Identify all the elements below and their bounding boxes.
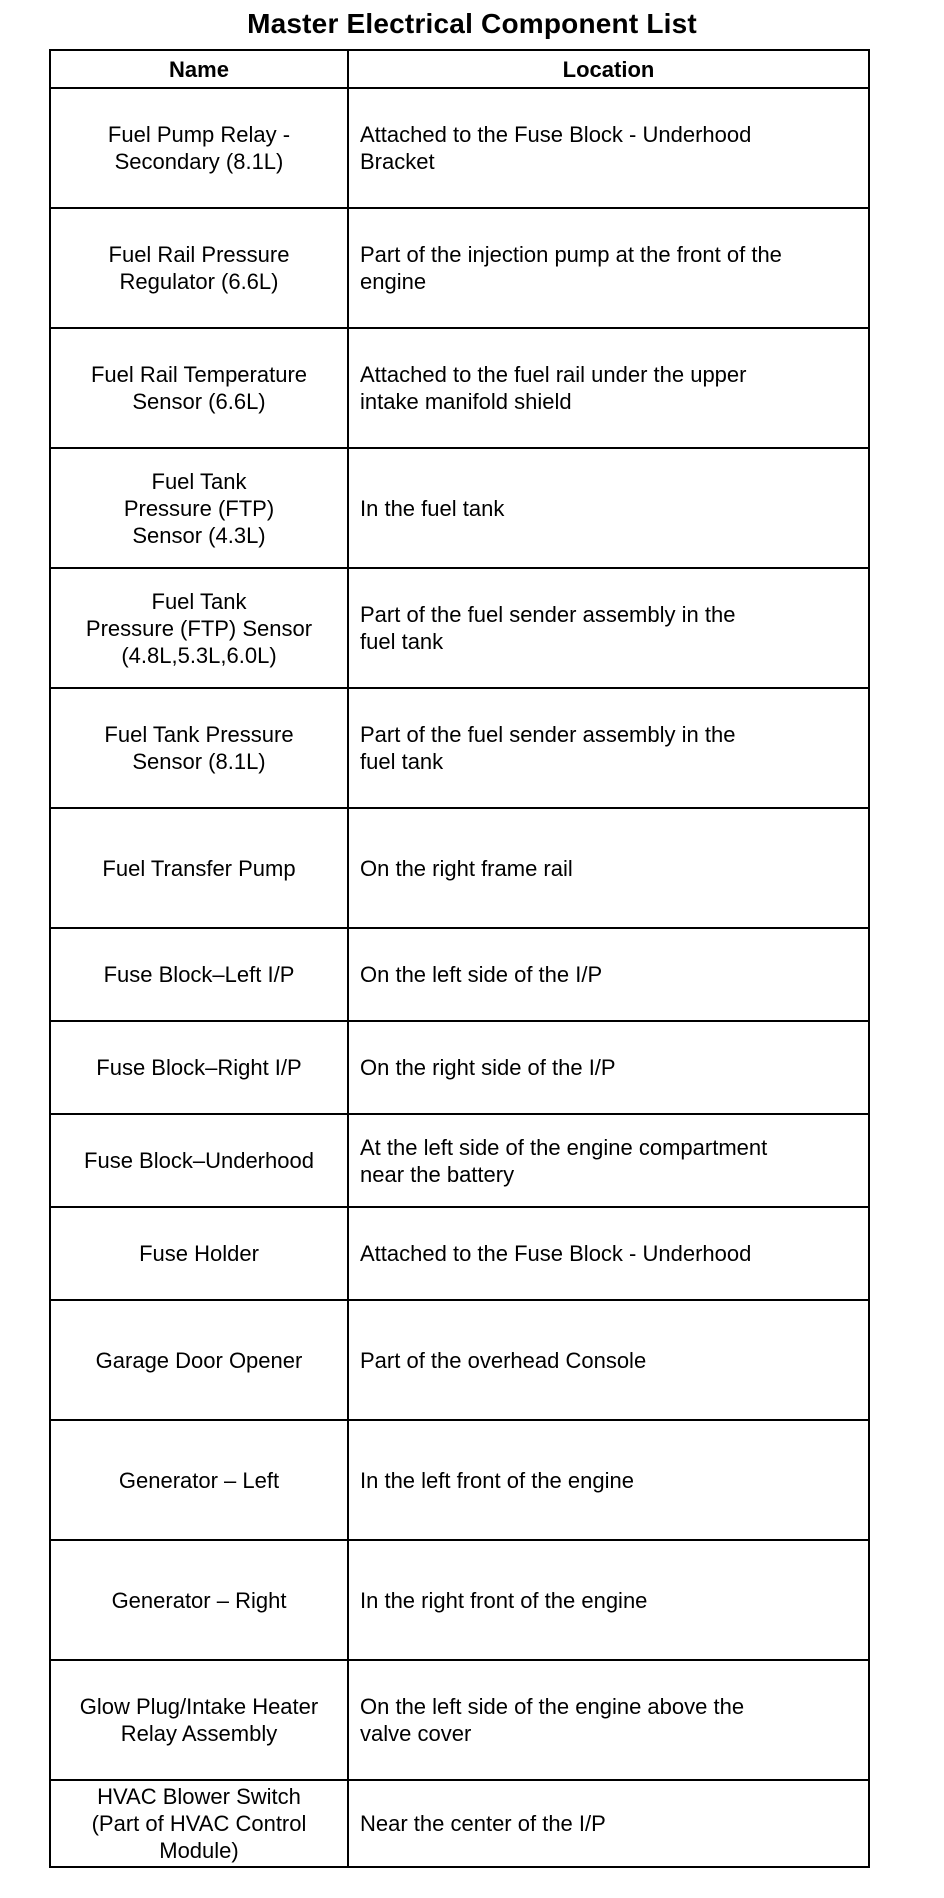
- component-name-line: Generator – Left: [118, 1467, 280, 1493]
- component-location-cell: [348, 1780, 869, 1867]
- component-location-line: On the left side of the engine above the: [360, 1694, 745, 1719]
- component-location-cell: [348, 208, 869, 328]
- component-name-cell: [50, 1300, 348, 1420]
- component-name-cell: [50, 808, 348, 928]
- table-row: [50, 688, 869, 808]
- component-location-line: Near the center of the I/P: [360, 1811, 606, 1836]
- component-name-line: Garage Door Opener: [95, 1347, 303, 1373]
- component-name-line: Fuse Holder: [139, 1241, 259, 1266]
- table-row: [50, 568, 869, 688]
- component-name-line: Pressure (FTP) Sensor: [85, 615, 313, 641]
- component-name-line: Fuel Tank: [151, 588, 247, 614]
- component-name-cell: [50, 688, 348, 808]
- component-name-line: Pressure (FTP): [123, 495, 275, 521]
- table-row: [50, 328, 869, 448]
- component-name-cell: [50, 1540, 348, 1660]
- component-location-line: fuel tank: [360, 629, 444, 654]
- component-location-line: near the battery: [360, 1161, 515, 1187]
- component-name-cell: [50, 1780, 348, 1867]
- component-name-cell: [50, 1660, 348, 1780]
- component-name-cell: [50, 568, 348, 688]
- table-row: [50, 208, 869, 328]
- component-location-cell: [348, 1114, 869, 1207]
- table-row: [50, 1540, 869, 1660]
- component-location-line: In the right front of the engine: [360, 1587, 648, 1613]
- component-table: [49, 49, 870, 1868]
- component-location-cell: [348, 1420, 869, 1540]
- component-name-line: Fuel Rail Pressure: [108, 242, 290, 267]
- component-name-line: Sensor (6.6L): [132, 389, 266, 414]
- component-location-cell: [348, 808, 869, 928]
- component-location-line: intake manifold shield: [360, 389, 572, 414]
- component-location-line: Part of the overhead Console: [360, 1347, 647, 1373]
- component-location-line: Part of the injection pump at the front of the: [360, 242, 782, 267]
- table-row: [50, 928, 869, 1021]
- component-name-cell: [50, 88, 348, 208]
- component-location-line: On the right side of the I/P: [360, 1055, 616, 1080]
- component-location-line: engine: [360, 269, 427, 294]
- table-row: [50, 88, 869, 208]
- component-name-line: Fuel Pump Relay -: [107, 122, 291, 147]
- component-location-cell: [348, 328, 869, 448]
- component-name-line: Fuse Block–Right I/P: [96, 1055, 302, 1080]
- component-location-cell: [348, 1207, 869, 1300]
- component-location-line: Bracket: [360, 149, 435, 174]
- component-location-line: Attached to the Fuse Block - Underhood: [360, 1241, 752, 1266]
- component-name-line: Fuel Rail Temperature: [90, 362, 308, 387]
- component-name-line: Sensor (4.3L): [132, 522, 266, 548]
- page-title: Master Electrical Component List: [247, 8, 697, 39]
- component-location-line: Part of the fuel sender assembly in the: [360, 602, 736, 627]
- table-body: [50, 88, 869, 1867]
- component-name-cell: [50, 928, 348, 1021]
- table-row: [50, 1420, 869, 1540]
- component-location-cell: [348, 1300, 869, 1420]
- component-name-line: Generator – Right: [111, 1587, 287, 1613]
- table-row: [50, 1660, 869, 1780]
- component-location-line: At the left side of the engine compartment: [360, 1134, 768, 1160]
- component-name-line: Secondary (8.1L): [114, 149, 284, 174]
- component-name-line: Fuse Block–Left I/P: [103, 962, 295, 987]
- column-header-location: Location: [348, 50, 869, 88]
- component-location-cell: [348, 1021, 869, 1114]
- component-location-line: valve cover: [360, 1721, 472, 1746]
- component-name-line: HVAC Blower Switch: [97, 1784, 301, 1809]
- component-name-line: Module): [159, 1838, 239, 1863]
- table-row: [50, 448, 869, 568]
- component-location-line: On the left side of the I/P: [360, 962, 603, 987]
- column-header-name: Name: [50, 50, 348, 88]
- component-name-cell: [50, 1207, 348, 1300]
- component-name-line: Fuel Transfer Pump: [102, 855, 296, 881]
- table-row: [50, 1021, 869, 1114]
- table-row: [50, 1300, 869, 1420]
- table-row: [50, 1114, 869, 1207]
- component-name-cell: [50, 1114, 348, 1207]
- component-name-cell: [50, 1021, 348, 1114]
- table-row: [50, 808, 869, 928]
- component-name-line: Fuse Block–Underhood: [84, 1148, 314, 1173]
- component-name-line: (4.8L,5.3L,6.0L): [121, 642, 277, 668]
- component-location-line: In the left front of the engine: [360, 1467, 634, 1493]
- component-name-line: Fuel Tank Pressure: [104, 722, 294, 747]
- table-row: [50, 1780, 869, 1867]
- component-location-line: On the right frame rail: [360, 855, 573, 881]
- component-name-line: (Part of HVAC Control: [91, 1811, 307, 1836]
- component-location-cell: [348, 568, 869, 688]
- component-name-line: Regulator (6.6L): [119, 269, 279, 294]
- component-name-line: Sensor (8.1L): [132, 749, 266, 774]
- component-location-line: Part of the fuel sender assembly in the: [360, 722, 736, 747]
- component-name-cell: [50, 208, 348, 328]
- component-location-line: Attached to the Fuse Block - Underhood: [360, 122, 752, 147]
- component-name-cell: [50, 328, 348, 448]
- component-name-cell: [50, 448, 348, 568]
- component-location-cell: [348, 1540, 869, 1660]
- component-location-line: In the fuel tank: [360, 495, 505, 521]
- component-name-cell: [50, 1420, 348, 1540]
- component-name-line: Glow Plug/Intake Heater: [79, 1694, 319, 1719]
- component-location-cell: [348, 448, 869, 568]
- component-location-line: fuel tank: [360, 749, 444, 774]
- component-location-cell: [348, 688, 869, 808]
- component-name-line: Relay Assembly: [120, 1721, 278, 1746]
- table-header-row: [50, 50, 869, 88]
- component-location-line: Attached to the fuel rail under the upper: [360, 362, 747, 387]
- table-row: [50, 1207, 869, 1300]
- component-name-line: Fuel Tank: [151, 468, 247, 494]
- component-location-cell: [348, 1660, 869, 1780]
- component-location-cell: [348, 928, 869, 1021]
- component-location-cell: [348, 88, 869, 208]
